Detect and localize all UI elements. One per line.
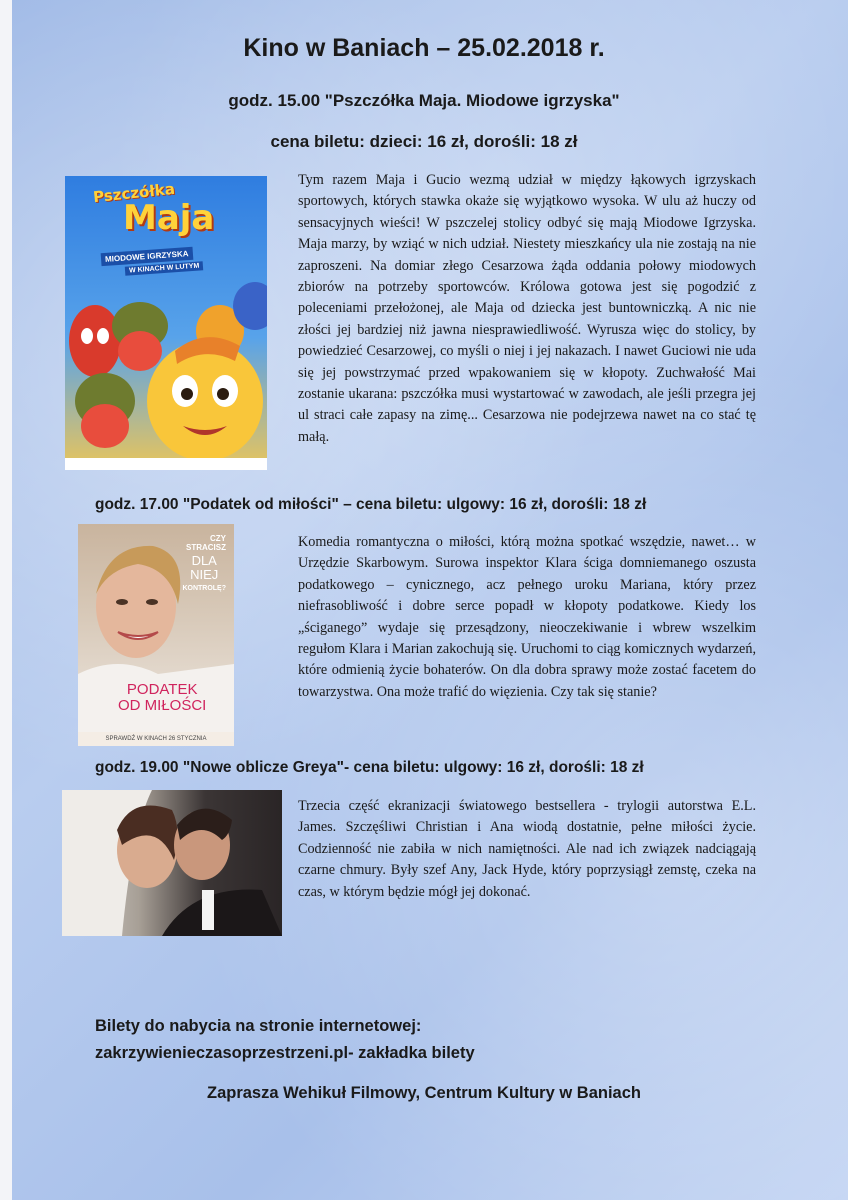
grey-couple-icon: [62, 790, 282, 936]
maja-poster-credits: [65, 458, 267, 470]
podatek-title2: OD MIŁOŚCI: [118, 697, 207, 714]
movie1-price: cena biletu: dzieci: 16 zł, dorośli: 18 zł: [270, 132, 578, 151]
maja-poster-logo-small: Pszczółka: [92, 179, 176, 207]
movie3-header: godz. 19.00 "Nowe oblicze Greya"- cena biletu: ulgowy: 16 zł, dorośli: 18 zł: [95, 759, 644, 776]
movie1-header: godz. 15.00 "Pszczółka Maja. Miodowe igrzyska": [228, 91, 620, 110]
maja-poster-tagline: MIODOWE IGRZYSKA: [101, 247, 193, 266]
maja-characters-icon: [65, 176, 267, 470]
grey-still-image: [62, 790, 282, 936]
podatek-line4: NIEJ: [190, 567, 219, 582]
footer-invite-line: Zaprasza Wehikuł Filmowy, Centrum Kultury w Baniach: [207, 1084, 641, 1102]
page-title: Kino w Baniach – 25.02.2018 r.: [243, 34, 605, 62]
movie2-description: Komedia romantyczna o miłości, którą można spotkać wszędzie, nawet… w Urzędzie Skarbowym. Surowa inspektor Klara ściga domniemanego oszusta podatkowego – cynicznego, acz pełnego uroku Mariana, który przez niefrasobliwość i dobre serce popadł w kłopoty podatkowe. Kiedy los „ściganego” wydaje się przesądzony, nieoczekiwanie i wbrew wszelkim regułom Klara i Marian zakochują się. Uruchomi to ciąg komicznych wydarzeń, które odmienią życie bohaterów. On dla dobra sprawy może zostać facetem do towarzystwa. Ona może trafić do więzienia. Czy tak się stanie?: [298, 534, 756, 700]
maja-poster-image: [65, 176, 267, 470]
podatek-line1: CZY: [210, 534, 226, 543]
footer-website-line: zakrzywienieczasoprzestrzeni.pl- zakładka bilety: [95, 1044, 475, 1062]
page-left-edge: [0, 0, 12, 1200]
movie1-description: Tym razem Maja i Gucio wezmą udział w między łąkowych igrzyskach sportowych, których stawka okaże się wyjątkowo wysoka. W ulu aż huczy od sensacyjnych wieści! W pszczelej stolicy odbyć się mają Miodowe Igrzyska. Maja marzy, by wziąć w nich udział. Niestety mieszkańcy ula nie zostają na nie zaproszeni. Na domiar złego Cesarzowa żąda oddania połowy miodowych zbiorów na potrzeby sportowców. Królowa gotowa jest się pogodzić z poleceniami przełożonej, ale Maja od dziecka jest buntowniczką. A nic nie złości jej bardziej niż jawna niesprawiedliwość. Wyrusza więc do stolicy, by powiedzieć Cesarzowej, co myśli o niej i jej nakazach. I nawet Guciowi nie uda się jej powstrzymać przed wpakowaniem się w kłopoty. Zuchwałość Mai zostanie ukarana: pszczółka musi wystartować w zawodach, ale jeśli przegra jej ul straci całe zapasy na zimę... Cesarzowa nie podejrzewa nawet na co stać tę małą.: [298, 172, 756, 445]
movie3-description: Trzecia część ekranizacji światowego bestsellera - trylogii autorstwa E.L. James. Szczęśliwi Christian i Ana wiodą dostatnie, pełne miłości życie. Codzienność nie zabiła w nich namiętności. Ale nad ich związek nadciągają czarne chmury. Były szef Any, Jack Hyde, który poprzysiągł zemstę, czeka na czas, w którym będzie mógł jej dokonać.: [298, 798, 756, 900]
podatek-line2: STRACISZ: [186, 543, 226, 552]
podatek-release: SPRAWDŹ W KINACH 26 STYCZNIA: [78, 732, 234, 746]
podatek-title1: PODATEK: [126, 681, 198, 698]
maja-poster-logo-big: Maja: [123, 198, 215, 238]
maja-poster-tagline2: W KINACH W LUTYM: [125, 261, 204, 275]
podatek-dla-block: [182, 554, 226, 596]
podatek-title-block: [118, 682, 206, 714]
movie2-header: godz. 17.00 "Podatek od miłości" – cena biletu: ulgowy: 16 zł, dorośli: 18 zł: [95, 496, 647, 513]
podatek-poster-image: [78, 524, 234, 746]
footer-tickets-line: Bilety do nabycia na stronie internetowej:: [95, 1017, 422, 1035]
podatek-line5: KONTROLĘ?: [182, 585, 226, 592]
podatek-line3: DLA: [191, 553, 217, 568]
